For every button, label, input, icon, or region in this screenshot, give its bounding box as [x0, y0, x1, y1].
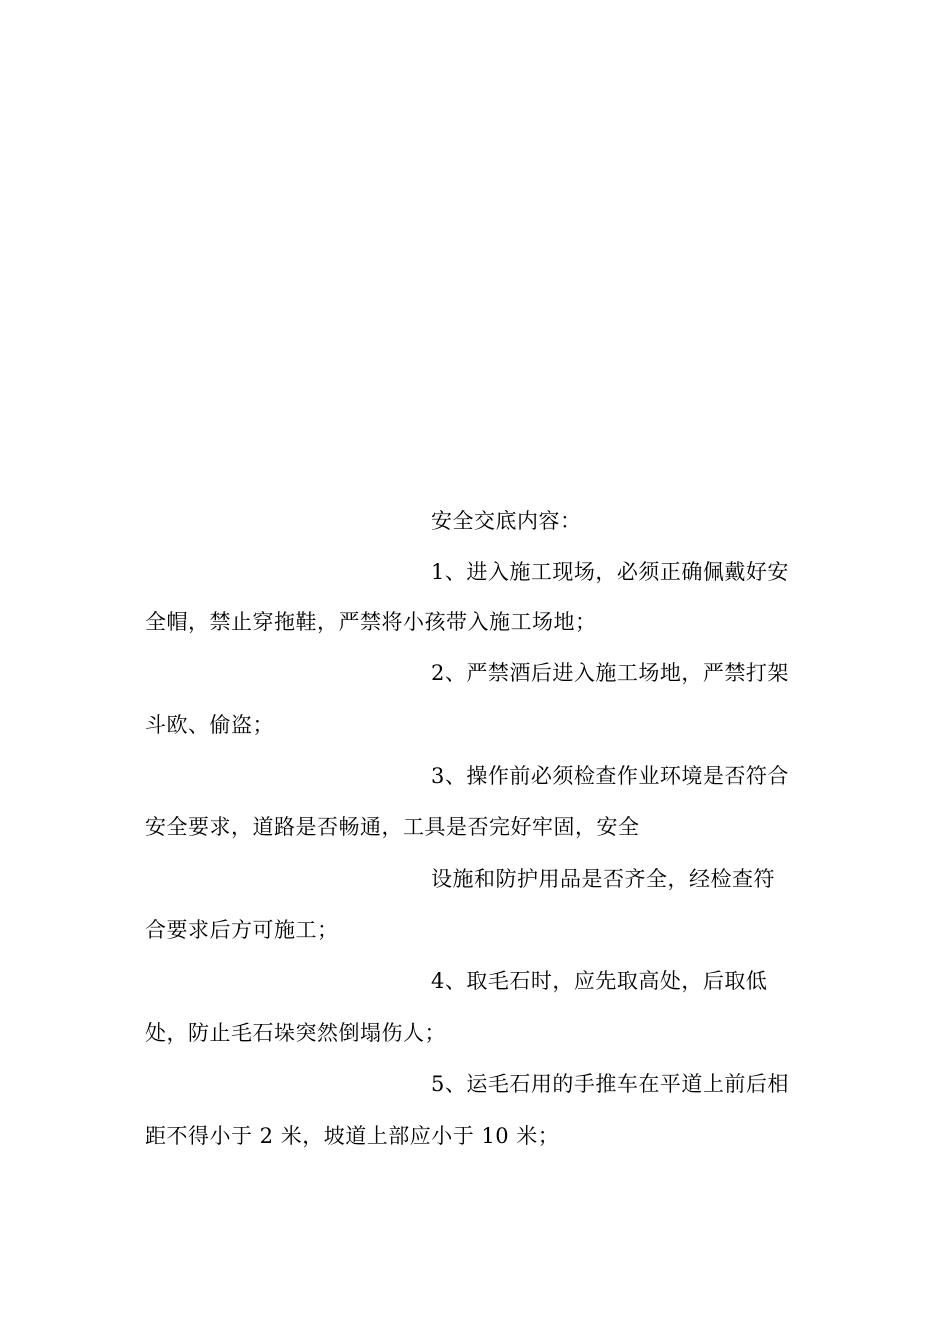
item-4-line-2: 处，防止毛石垛突然倒塌伤人； [145, 1021, 446, 1045]
item-1-line-2: 全帽，禁止穿拖鞋，严禁将小孩带入施工场地； [145, 610, 597, 634]
item-3-line-4: 合要求后方可施工； [145, 918, 339, 942]
item-4-line-1: 4、取毛石时，应先取高处，后取低 [431, 969, 768, 993]
item-2-line-1: 2、严禁酒后进入施工场地，严禁打架 [431, 661, 789, 685]
section-heading: 安全交底内容： [431, 509, 582, 533]
item-3-line-2: 安全要求，道路是否畅通，工具是否完好牢固，安全 [145, 815, 640, 839]
item-5-line-2: 距不得小于 2 米，坡道上部应小于 10 米； [145, 1124, 560, 1148]
item-3-line-1: 3、操作前必须检查作业环境是否符合 [431, 764, 789, 788]
item-5-line-1: 5、运毛石用的手推车在平道上前后相 [431, 1072, 789, 1096]
item-3-line-3: 设施和防护用品是否齐全，经检查符 [431, 867, 775, 891]
item-1-line-1: 1、进入施工现场，必须正确佩戴好安 [431, 560, 789, 584]
item-2-line-2: 斗欧、偷盗； [145, 713, 274, 737]
